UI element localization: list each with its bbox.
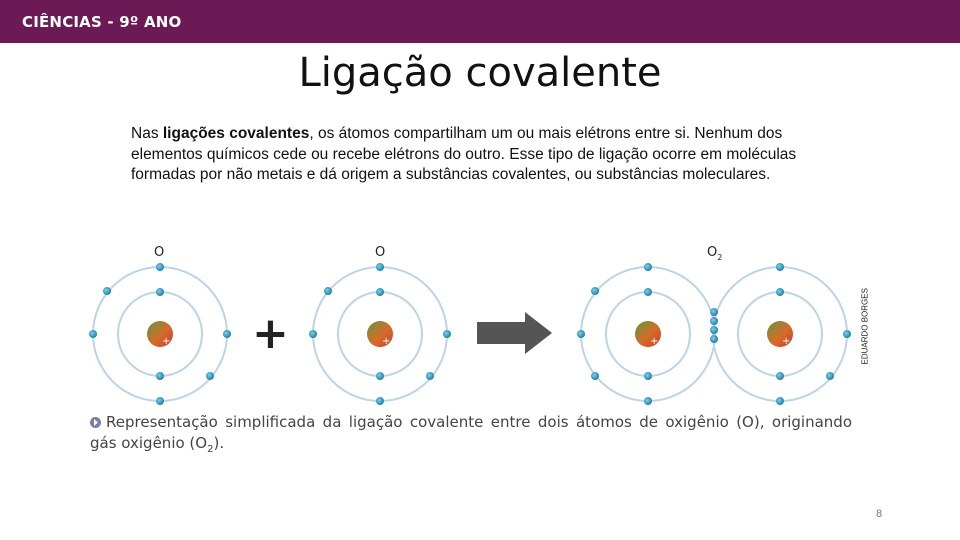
molecule-label bbox=[707, 245, 722, 262]
page-number: 8 bbox=[876, 508, 883, 520]
molecule-symbol: O bbox=[707, 245, 718, 260]
electron-icon bbox=[577, 263, 851, 405]
figure-caption bbox=[90, 412, 852, 460]
bullet-icon bbox=[90, 417, 101, 428]
image-credit bbox=[858, 288, 870, 367]
course-label: CIÊNCIAS - 9º ANO bbox=[22, 13, 182, 31]
reaction-arrow-icon bbox=[477, 312, 552, 354]
plus-symbol: + bbox=[252, 308, 289, 359]
oxygen-molecule bbox=[577, 263, 851, 405]
nucleus-charge-1: + bbox=[162, 336, 171, 347]
paragraph-bold-term: ligações covalentes bbox=[162, 125, 310, 142]
slide-title: Ligação covalente bbox=[298, 50, 662, 96]
body-paragraph bbox=[131, 124, 851, 186]
credit-text: EDUARDO BORGES bbox=[860, 288, 870, 365]
paragraph-prefix: Nas bbox=[131, 125, 163, 142]
nucleus-charge-4: + bbox=[782, 336, 791, 347]
caption-text: Representação simplificada da ligação covalente entre dois átomos de oxigênio (O), originando gás oxigênio (O bbox=[90, 413, 852, 452]
paragraph-suffix: , os átomos compartilham um ou mais elétrons entre si. Nenhum dos elementos químicos cede ou recebe elétrons do outro. Esse tipo de ligação ocorre em moléculas formadas por não metais e dá origem a substâncias covalentes, ou substâncias moleculares. bbox=[131, 125, 797, 183]
atom-label-2: O bbox=[375, 245, 386, 260]
nucleus-charge-3: + bbox=[650, 336, 659, 347]
covalent-bond-diagram bbox=[80, 236, 880, 406]
header-bar bbox=[0, 0, 960, 43]
atom-label-1: O bbox=[154, 245, 165, 260]
caption-subscript: 2 bbox=[207, 444, 214, 455]
nucleus-charge-2: + bbox=[382, 336, 391, 347]
caption-suffix: ). bbox=[213, 434, 225, 452]
oxygen-atom-2 bbox=[309, 263, 451, 405]
oxygen-atom-1 bbox=[89, 263, 231, 405]
molecule-subscript: 2 bbox=[717, 253, 723, 262]
